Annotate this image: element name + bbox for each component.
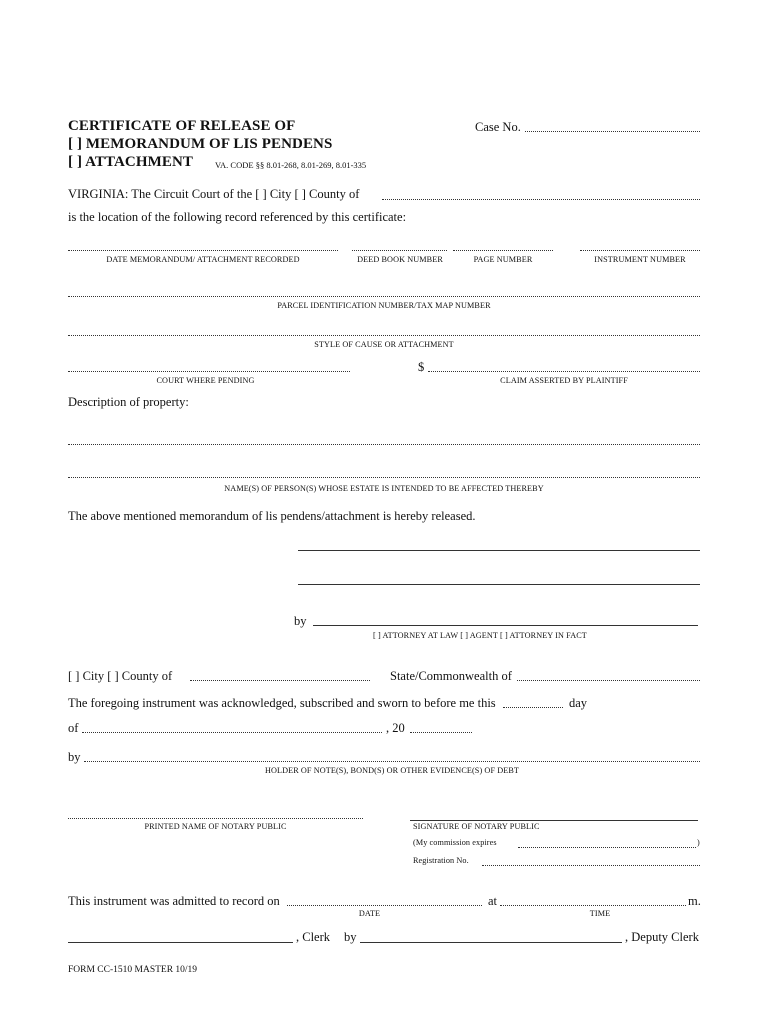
notary-signature-line[interactable] (410, 820, 698, 821)
claim-asserted-caption: CLAIM ASSERTED BY PLAINTIFF (500, 376, 628, 385)
state-field[interactable] (517, 680, 700, 681)
notary-city-county: [ ] City [ ] County of (68, 669, 173, 683)
deputy-clerk-signature-line[interactable] (360, 942, 622, 943)
record-date-field[interactable] (287, 905, 482, 906)
clerk-label: , Clerk (296, 930, 331, 944)
va-code-citation: VA. CODE §§ 8.01-268, 8.01-269, 8.01-335 (215, 160, 367, 170)
case-no-field[interactable] (525, 131, 700, 132)
deed-book-field[interactable] (352, 250, 447, 251)
county-of-field[interactable] (382, 199, 700, 200)
printed-name-field[interactable] (68, 818, 363, 819)
commission-label: (My commission expires (413, 838, 497, 847)
description-field-1[interactable] (68, 444, 700, 445)
title-line-2: [ ] MEMORANDUM OF LIS PENDENS (68, 136, 333, 152)
persons-affected-caption: NAME(S) OF PERSON(S) WHOSE ESTATE IS INTENDED TO BE AFFECTED THEREBY (224, 484, 544, 493)
state-commonwealth-label: State/Commonwealth of (390, 669, 512, 683)
release-by-label: by (294, 614, 307, 628)
commission-close: ) (697, 838, 700, 847)
m-label: m. (688, 894, 701, 908)
holder-field[interactable] (84, 761, 700, 762)
page-number-caption: PAGE NUMBER (473, 255, 533, 264)
page-number-field[interactable] (453, 250, 553, 251)
at-label: at (488, 894, 498, 908)
notary-by-label: by (68, 750, 81, 764)
date-caption: DATE (358, 909, 381, 918)
location-statement: is the location of the following record referenced by this certificate: (68, 210, 407, 224)
deputy-clerk-label: , Deputy Clerk (625, 930, 699, 944)
date-recorded-field[interactable] (68, 250, 338, 251)
deed-book-caption: DEED BOOK NUMBER (357, 255, 443, 264)
release-statement: The above mentioned memorandum of lis pendens/attachment is hereby released. (68, 509, 476, 523)
registration-field[interactable] (482, 865, 700, 866)
notary-signature-caption: SIGNATURE OF NOTARY PUBLIC (413, 822, 540, 831)
title-line-1: CERTIFICATE OF RELEASE OF (68, 118, 296, 134)
day-label: day (569, 696, 588, 710)
notary-county-field[interactable] (190, 680, 370, 681)
registration-label: Registration No. (413, 856, 469, 865)
description-field-2[interactable] (68, 477, 700, 478)
role-options[interactable]: [ ] ATTORNEY AT LAW [ ] AGENT [ ] ATTORNEY IN FACT (373, 631, 587, 640)
parcel-id-caption: PARCEL IDENTIFICATION NUMBER/TAX MAP NUMBER (277, 301, 491, 310)
admitted-statement: This instrument was admitted to record on (68, 894, 280, 908)
release-signature-line-1[interactable] (298, 550, 700, 551)
title-line-3: [ ] ATTACHMENT (68, 154, 194, 170)
description-label: Description of property: (68, 395, 189, 409)
instrument-number-caption: INSTRUMENT NUMBER (594, 255, 686, 264)
year-field[interactable] (410, 732, 472, 733)
month-field[interactable] (82, 732, 382, 733)
holder-caption: HOLDER OF NOTE(S), BOND(S) OR OTHER EVIDENCE(S) OF DEBT (264, 766, 520, 775)
form-id: FORM CC-1510 MASTER 10/19 (68, 965, 198, 975)
commission-field[interactable] (518, 847, 696, 848)
style-of-cause-field[interactable] (68, 335, 700, 336)
release-by-signature-line[interactable] (313, 625, 698, 626)
printed-name-caption: PRINTED NAME OF NOTARY PUBLIC (144, 822, 287, 831)
court-pending-field[interactable] (68, 371, 350, 372)
case-no-label: Case No. (475, 120, 521, 134)
acknowledged-statement: The foregoing instrument was acknowledged, subscribed and sworn to before me this (68, 696, 496, 710)
dollar-sign: $ (418, 360, 425, 374)
instrument-number-field[interactable] (580, 250, 700, 251)
date-recorded-caption: DATE MEMORANDUM/ ATTACHMENT RECORDED (106, 255, 300, 264)
court-pending-caption: COURT WHERE PENDING (156, 376, 255, 385)
year-prefix: , 20 (386, 721, 405, 735)
of-label: of (68, 721, 79, 735)
style-of-cause-caption: STYLE OF CAUSE OR ATTACHMENT (314, 340, 454, 349)
parcel-id-field[interactable] (68, 296, 700, 297)
release-signature-line-2[interactable] (298, 584, 700, 585)
virginia-court-line: VIRGINIA: The Circuit Court of the [ ] City [ ] County of (68, 187, 360, 201)
claim-amount-field[interactable] (428, 371, 700, 372)
recording-by-label: by (344, 930, 357, 944)
time-caption: TIME (589, 909, 611, 918)
day-field[interactable] (503, 707, 563, 708)
clerk-signature-line[interactable] (68, 942, 293, 943)
record-time-field[interactable] (500, 905, 686, 906)
